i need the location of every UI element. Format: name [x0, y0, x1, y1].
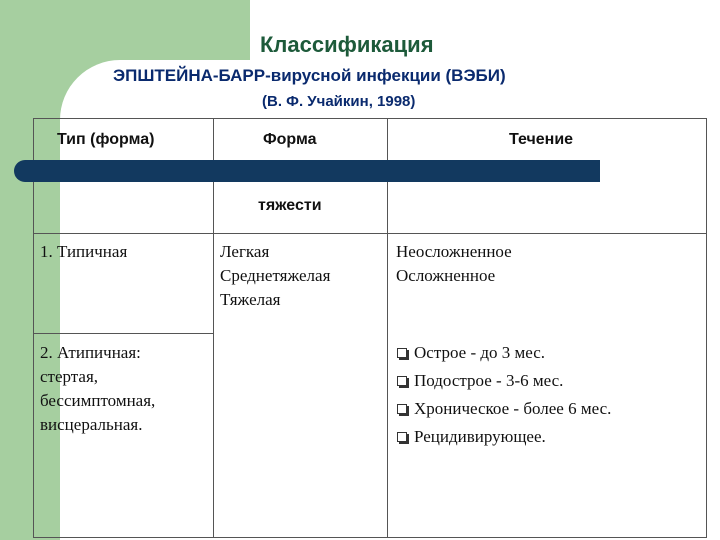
- header-band: [14, 160, 600, 182]
- checkbox-bullet-icon: [397, 404, 407, 414]
- header-severity: Форма: [263, 131, 317, 148]
- row2-type: 2. Атипичная: стертая, бессимптомная, висцеральная.: [40, 343, 156, 434]
- table-divider: [33, 233, 707, 234]
- header-type: Тип (форма): [57, 131, 155, 148]
- slide-title: Классификация: [260, 32, 434, 57]
- list-item: Острое - до 3 мес.: [396, 341, 611, 365]
- course-bullets: [396, 341, 611, 449]
- row1-type: 1. Типичная: [40, 242, 128, 261]
- slide-subtitle: ЭПШТЕЙНА-БАРР-вирусной инфекции (ВЭБИ): [113, 66, 506, 85]
- severity-list: Легкая Среднетяжелая Тяжелая: [220, 242, 331, 309]
- list-item: Рецидивирующее.: [396, 425, 611, 449]
- header-course: Течение: [509, 131, 574, 148]
- header-severity-cont: тяжести: [258, 197, 322, 214]
- table-divider: [33, 333, 213, 334]
- course-list: Неосложненное Осложненное: [396, 242, 512, 285]
- checkbox-bullet-icon: [397, 432, 407, 442]
- list-item: Подострое - 3-6 мес.: [396, 369, 611, 393]
- list-item: Хроническое - более 6 мес.: [396, 397, 611, 421]
- checkbox-bullet-icon: [397, 376, 407, 386]
- checkbox-bullet-icon: [397, 348, 407, 358]
- slide-citation: (В. Ф. Учайкин, 1998): [262, 93, 416, 110]
